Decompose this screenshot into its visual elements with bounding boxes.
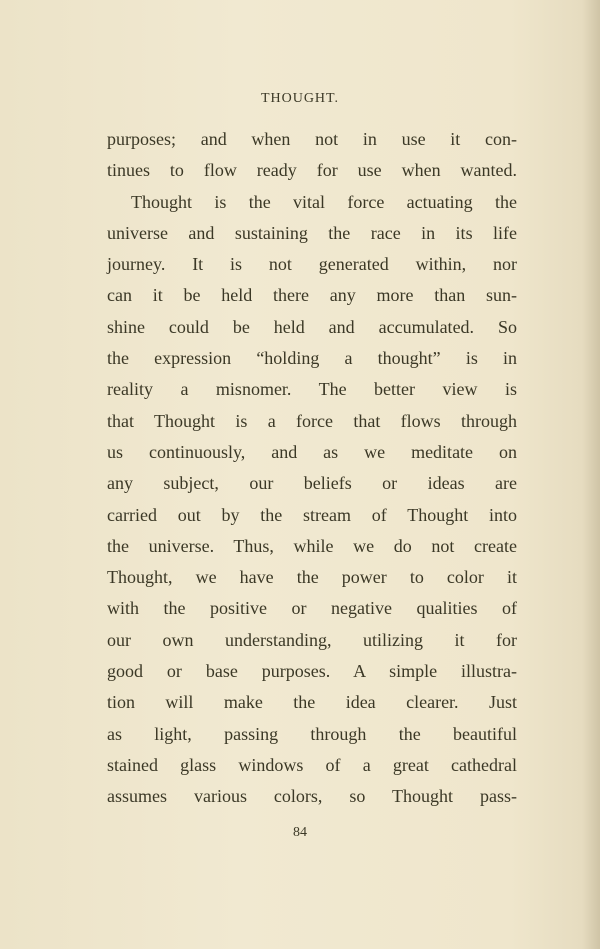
text-line: the expression “holding a thought” is in xyxy=(107,348,517,369)
text-line: us continuously, and as we meditate on xyxy=(107,441,517,462)
text-line: universe and sustaining the race in its life xyxy=(107,222,517,243)
page-number: 84 xyxy=(293,825,307,840)
text-line: assumes various colors, so Thought pass- xyxy=(107,786,517,807)
text-line: purposes; and when not in use it con- xyxy=(107,129,517,149)
text-line: any subject, our beliefs or ideas are xyxy=(107,473,517,494)
text-line: with the positive or negative qualities of xyxy=(107,598,517,619)
text-line: stained glass windows of a great cathedral xyxy=(107,754,517,775)
text-line: reality a misnomer. The better view is xyxy=(107,379,517,400)
paragraph-start-line: Thought is the vital force actuating the xyxy=(131,191,517,212)
text-line: the universe. Thus, while we do not create xyxy=(107,535,517,556)
text-line: can it be held there any more than sun- xyxy=(107,285,517,306)
text-line: our own understanding, utilizing it for xyxy=(107,629,517,650)
page-body-text xyxy=(107,124,517,813)
text-line: Thought, we have the power to color it xyxy=(107,567,517,588)
running-header: THOUGHT. xyxy=(260,91,340,106)
text-line: good or base purposes. A simple illustra- xyxy=(107,661,517,682)
text-line: tion will make the idea clearer. Just xyxy=(107,692,517,713)
text-line: shine could be held and accumulated. So xyxy=(107,316,517,337)
text-line: that Thought is a force that flows through xyxy=(107,410,517,431)
text-line: as light, passing through the beautiful xyxy=(107,723,517,744)
text-line: tinues to flow ready for use when wanted. xyxy=(107,160,517,181)
text-line: carried out by the stream of Thought into xyxy=(107,504,517,525)
text-line: journey. It is not generated within, nor xyxy=(107,254,517,275)
